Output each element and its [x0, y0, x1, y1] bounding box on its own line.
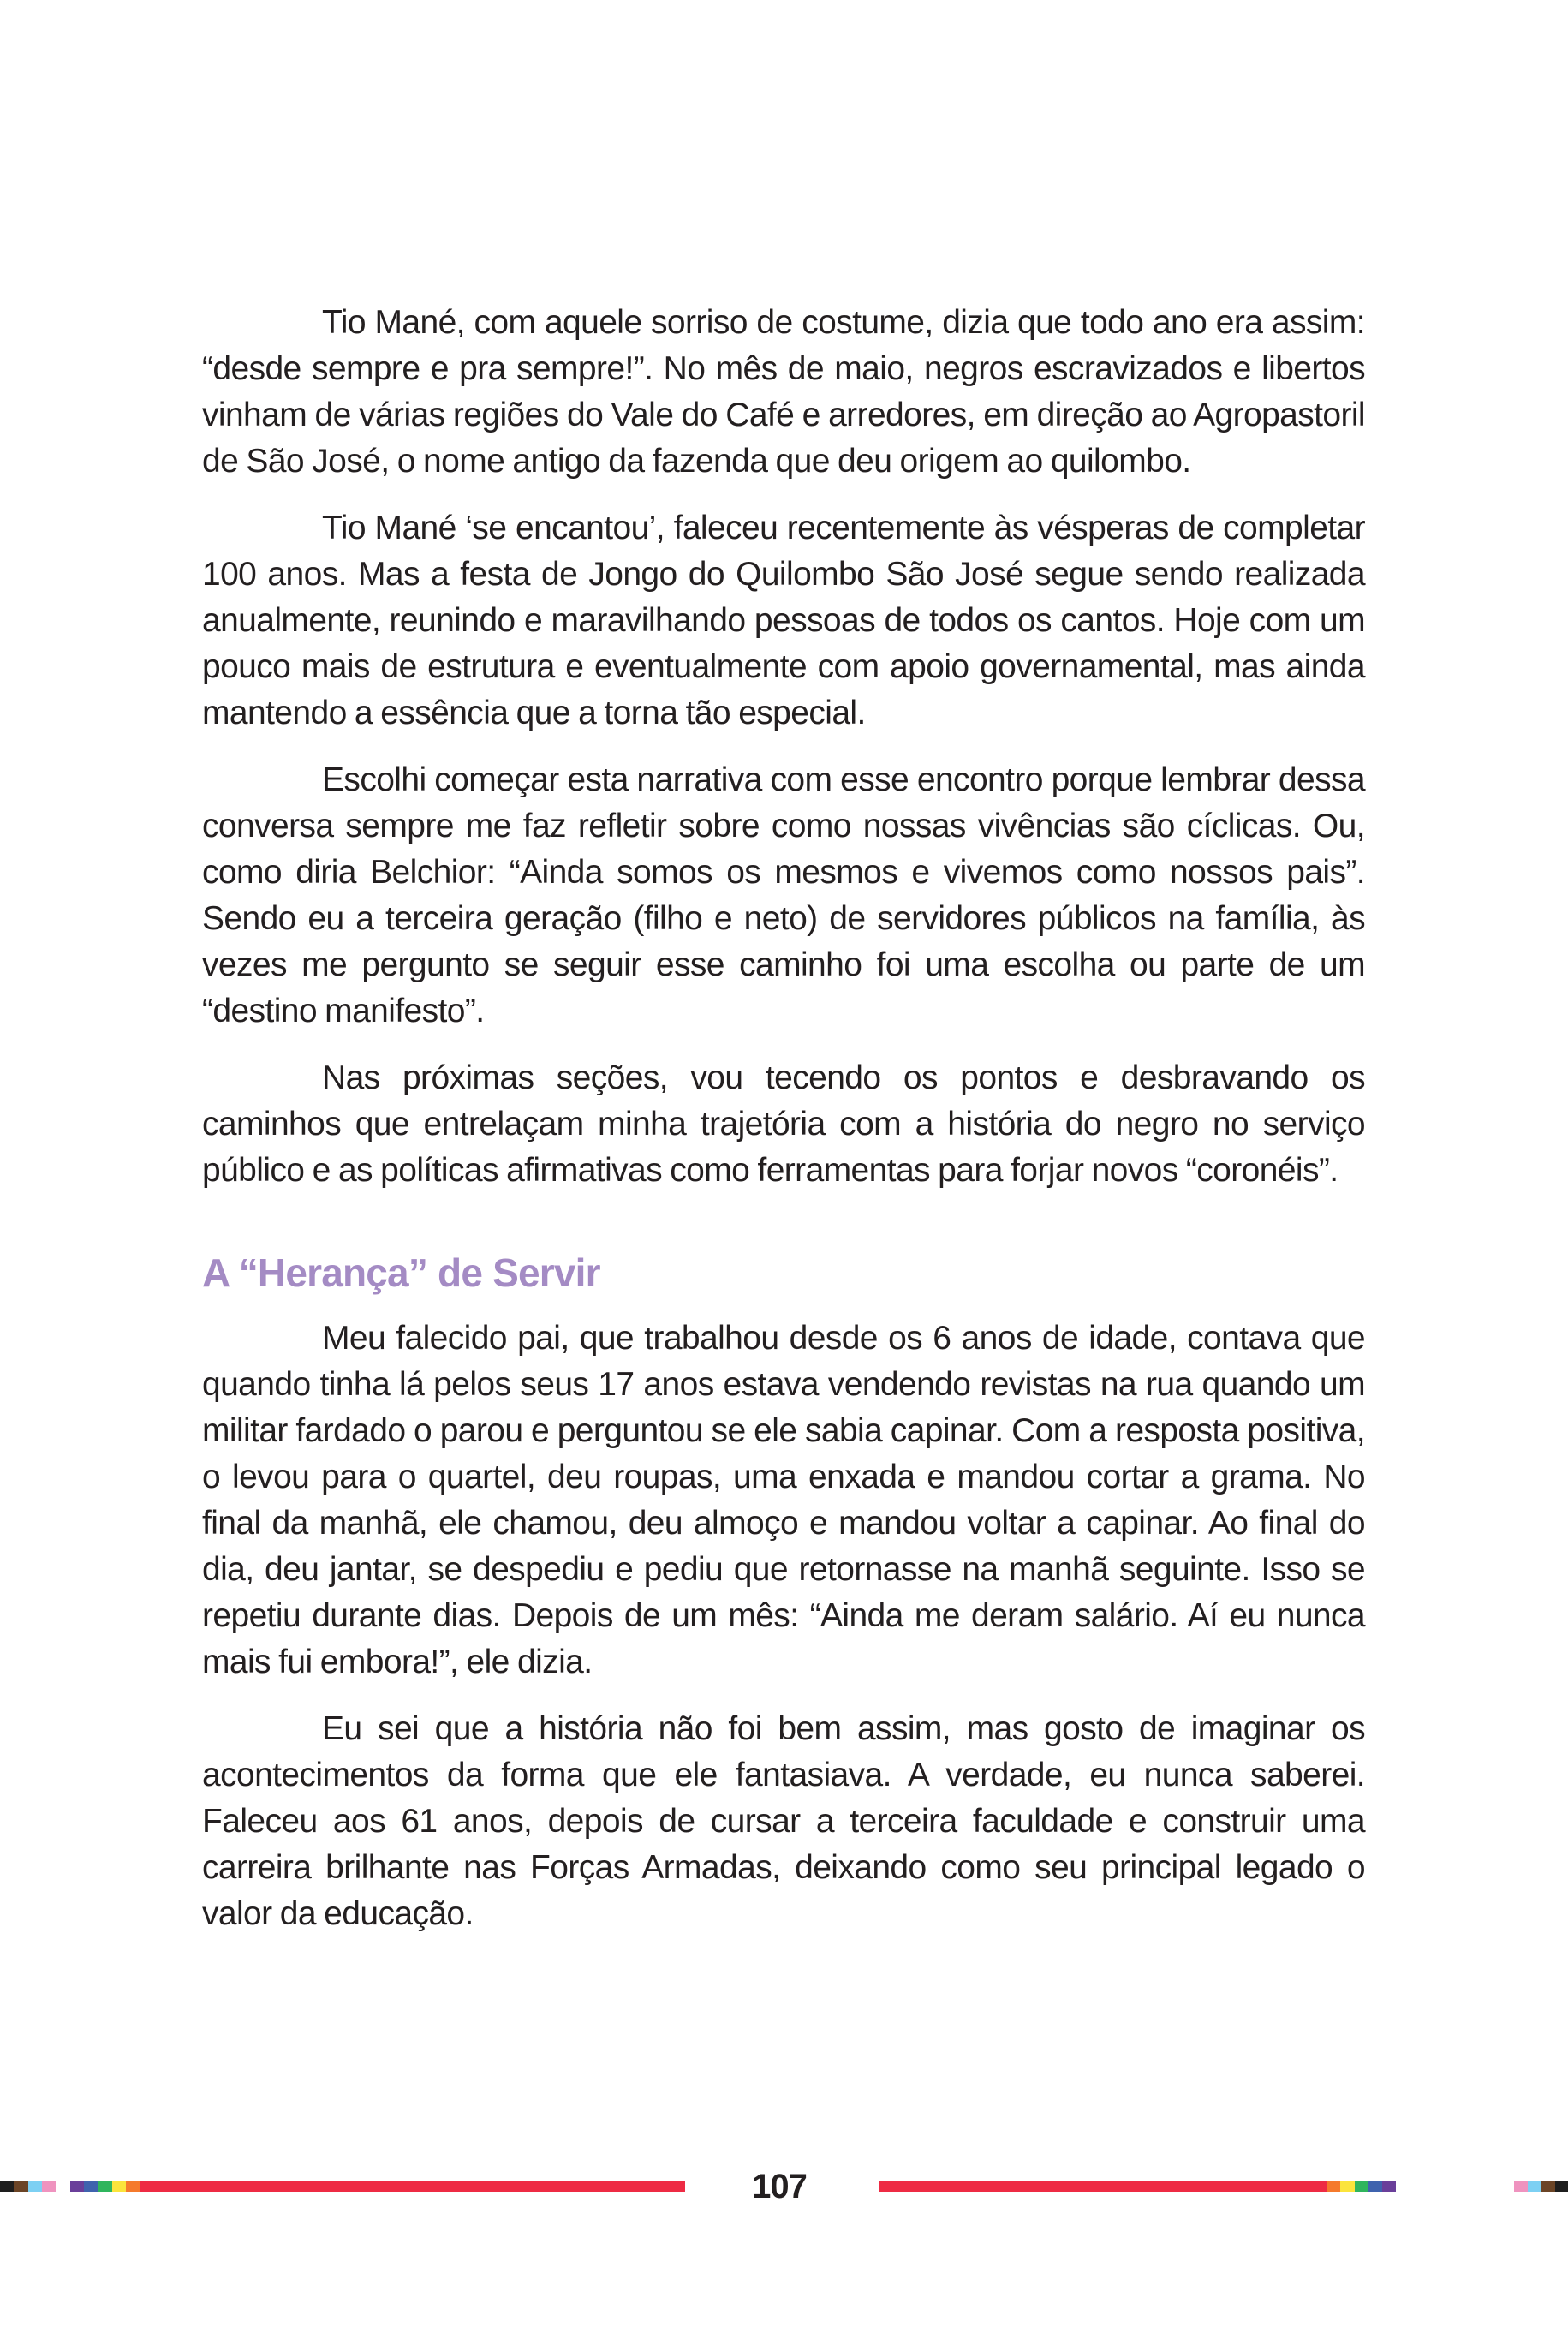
footer-stripe-brown-left — [14, 2181, 28, 2192]
paragraph-eu-sei: Eu sei que a história não foi bem assim, mas gosto de imaginar os acontecimentos da forma que ele fantasiava. A verdade, eu nunca saberei. Faleceu aos 61 anos, depois de cursar a terceira faculdade e construir uma carreira brilhante nas Forças Armadas, deixando como seu principal legado o valor da educação. — [202, 1710, 1365, 1932]
page-number: 107 — [752, 2168, 807, 2205]
footer-stripe-brown-right — [1541, 2181, 1555, 2192]
section-heading: A “Herança” de Servir — [202, 1250, 600, 1295]
footer-stripe-purple-right — [1382, 2181, 1396, 2192]
paragraph-tio-mane-festa: Tio Mané, com aquele sorriso de costume, dizia que todo ano era assim: “desde sempre e pra sempre!”. No mês de maio, negros escravizados e libertos vinham de várias regiões do Vale do Café e arredores, em direção ao Agropastoril de São José, o nome antigo da fazenda que deu origem ao quilombo. — [202, 304, 1365, 480]
footer-stripe-blue-right — [1368, 2181, 1382, 2192]
paragraph-tio-mane-encantou: Tio Mané ‘se encantou’, faleceu recentemente às vésperas de completar 100 anos. Mas a festa de Jongo do Quilombo São José segue sendo realizada anualmente, reunindo e maravilhando pessoas de todos os cantos. Hoje com um pouco mais de estrutura e eventualmente com apoio governamental, mas ainda mantendo a essência que a torna tão especial. — [202, 510, 1365, 731]
page-content — [202, 300, 1365, 1958]
footer-stripe-orange-right — [1327, 2181, 1340, 2192]
footer-stripe-green-left — [98, 2181, 112, 2192]
paragraph-falecido-pai: Meu falecido pai, que trabalhou desde os 6 anos de idade, contava que quando tinha lá pelos seus 17 anos estava vendendo revistas na rua quando um militar fardado o parou e perguntou se ele sabia capinar. Com a resposta positiva, o levou para o quartel, deu roupas, uma enxada e mandou cortar a grama. No final da manhã, ele chamou, deu almoço e mandou voltar a capinar. Ao final do dia, deu jantar, se despediu e pediu que retornasse na manhã seguinte. Isso se repetiu durante dias. Depois de um mês: “Ainda me deram salário. Aí eu nunca mais fui embora!”, ele dizia. — [202, 1320, 1365, 1680]
footer-stripe-orange-left — [126, 2181, 140, 2192]
footer-stripe-black-left — [0, 2181, 14, 2192]
paragraph-proximas-secoes: Nas próximas seções, vou tecendo os pontos e desbravando os caminhos que entrelaçam minha trajetória com a história do negro no serviço público e as políticas afirmativas como ferramentas para forjar novos “coronéis”. — [202, 1059, 1365, 1189]
footer-stripe-green-right — [1355, 2181, 1368, 2192]
footer-stripe-pink-right — [1514, 2181, 1528, 2192]
footer-stripe-lightblue-right — [1528, 2181, 1541, 2192]
footer-stripe-red-left — [140, 2181, 685, 2192]
paragraph-escolhi-comecar: Escolhi começar esta narrativa com esse encontro porque lembrar dessa conversa sempre me faz refletir sobre como nossas vivências são cíclicas. Ou, como diria Belchior: “Ainda somos os mesmos e vivemos como nossos pais”. Sendo eu a terceira geração (filho e neto) de servidores públicos na família, às vezes me pergunto se seguir esse caminho foi uma escolha ou parte de um “destino manifesto”. — [202, 761, 1365, 1029]
footer-stripe-purple-left — [70, 2181, 84, 2192]
footer-stripe-red-right — [879, 2181, 1327, 2192]
footer-stripe-yellow-left — [112, 2181, 126, 2192]
footer-stripe-yellow-right — [1340, 2181, 1355, 2192]
footer-stripe-black-right — [1555, 2181, 1568, 2192]
footer-stripe-blue-left — [84, 2181, 98, 2192]
footer-stripe-lightblue-left — [28, 2181, 42, 2192]
footer-stripe-pink-left — [42, 2181, 56, 2192]
page-footer — [0, 2165, 1568, 2217]
